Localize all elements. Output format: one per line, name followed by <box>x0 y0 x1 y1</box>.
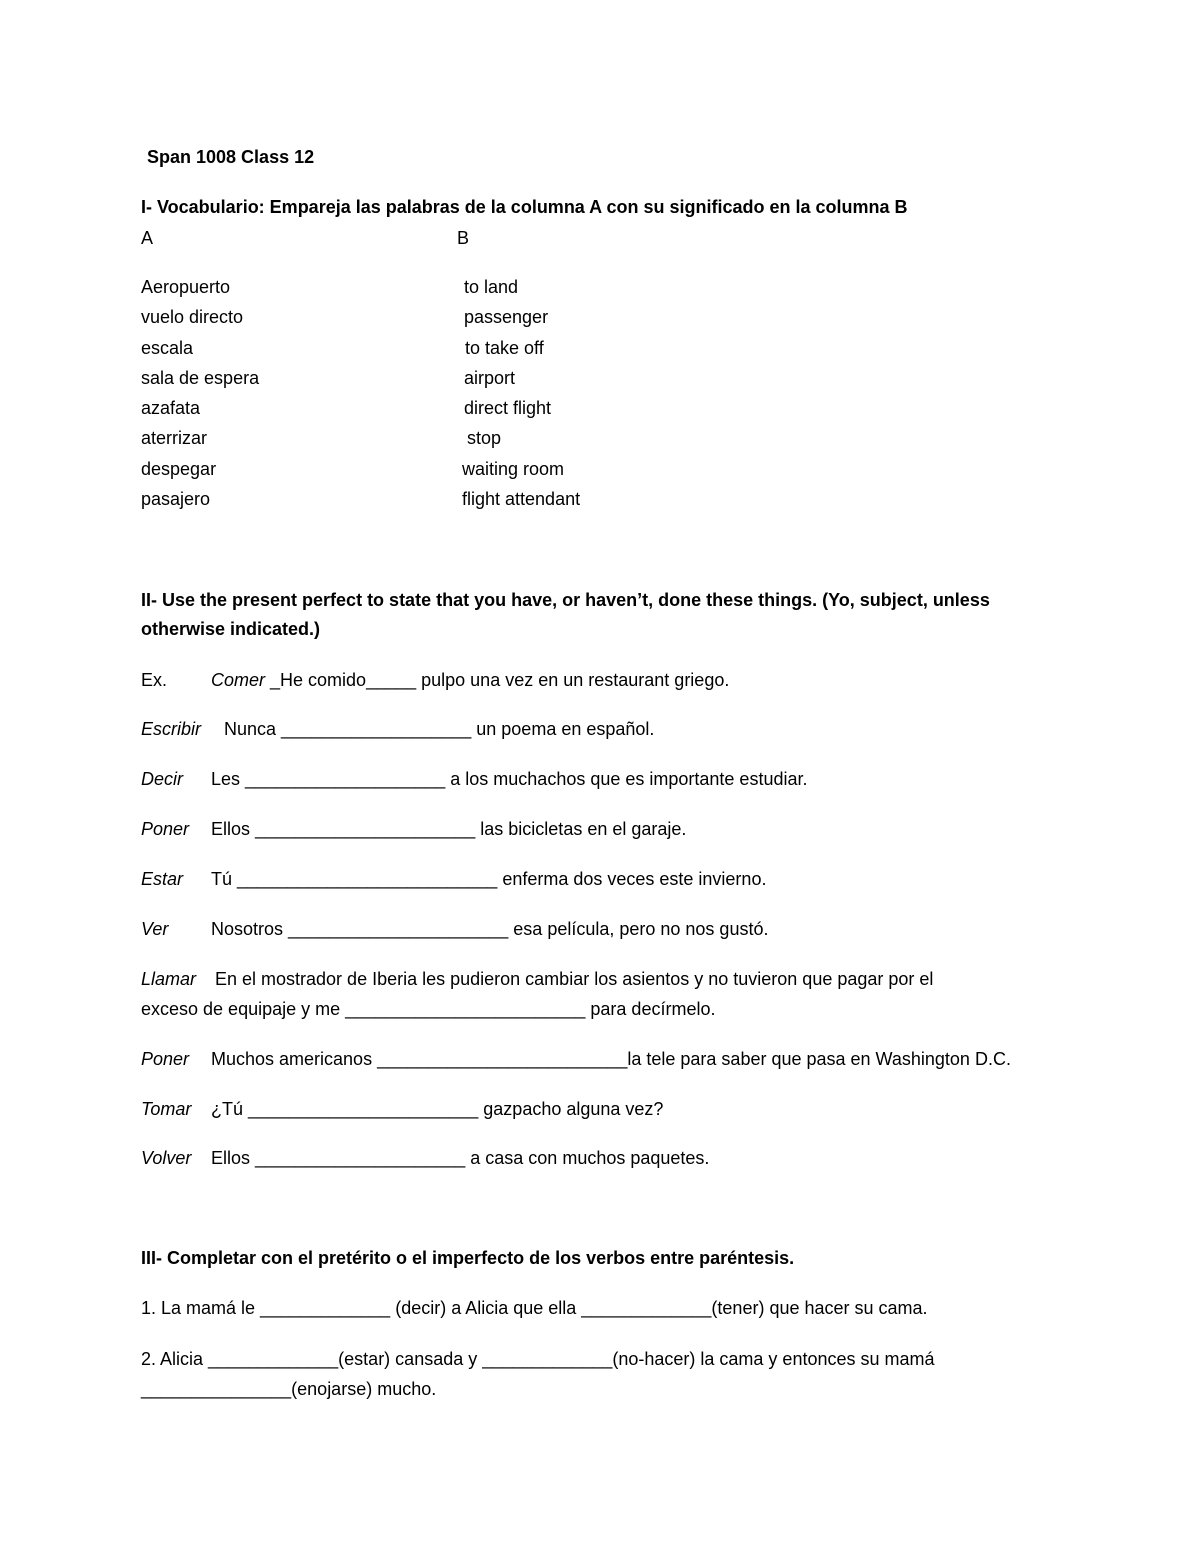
exercise-verb: Ver <box>141 919 169 939</box>
vocab-b-item: to take off <box>465 338 544 358</box>
sentence-start: ¿Tú <box>211 1099 244 1119</box>
vocab-b-item: stop <box>467 428 502 448</box>
section-2-heading-line-1: II- Use the present perfect to state that you have, or haven’t, done these things. (Yo, subject, unless <box>141 590 990 610</box>
sentence-start: Ellos <box>211 1148 251 1168</box>
vocab-b-item: flight attendant <box>462 489 581 509</box>
sentence-start: Les <box>211 769 241 789</box>
answer-blank[interactable]: ________________________ <box>345 999 586 1019</box>
exercise-verb: Llamar <box>141 969 197 989</box>
document-title: Span 1008 Class 12 <box>147 147 315 167</box>
section-3-item-2-line-2: _______________(enojarse) mucho. <box>141 1379 437 1399</box>
sentence-start: Nosotros <box>211 919 284 939</box>
vocab-b-item: waiting room <box>462 459 565 479</box>
answer-blank[interactable]: ___________________ <box>281 719 472 739</box>
vocab-a-item: pasajero <box>141 489 211 509</box>
exercise-sentence <box>211 867 766 891</box>
vocab-a-item: vuelo directo <box>141 307 244 327</box>
exercise-sentence-line-2 <box>141 997 715 1021</box>
sentence-start: Nunca <box>224 719 277 739</box>
sentence-start: Muchos americanos <box>211 1049 373 1069</box>
vocab-b-item: direct flight <box>464 398 552 418</box>
sentence-end: para decírmelo. <box>585 999 716 1019</box>
vocab-b-item: passenger <box>464 307 549 327</box>
exercise-verb: Estar <box>141 869 184 889</box>
exercise-verb: Tomar <box>141 1099 192 1119</box>
example-verb: Comer <box>211 670 266 690</box>
section-3-heading: III- Completar con el pretérito o el imperfecto de los verbos entre paréntesis. <box>141 1248 795 1268</box>
vocab-a-item: escala <box>141 338 194 358</box>
exercise-verb: Escribir <box>141 719 202 739</box>
sentence-end: a los muchachos que es importante estudiar. <box>445 769 808 789</box>
sentence-start: Tú <box>211 869 233 889</box>
sentence-end: la tele para saber que pasa en Washington D.C. <box>627 1049 1011 1069</box>
exercise-sentence <box>211 917 768 941</box>
sentence-end: un poema en español. <box>471 719 655 739</box>
exercise-sentence-line-1: En el mostrador de Iberia les pudieron cambiar los asientos y no tuvieron que pagar por el <box>215 969 934 989</box>
answer-blank[interactable]: _______________________ <box>248 1099 479 1119</box>
sentence-end: esa película, pero no nos gustó. <box>508 919 769 939</box>
exercise-verb: Poner <box>141 819 190 839</box>
answer-blank[interactable]: ____________________ <box>245 769 446 789</box>
sentence-start: Ellos <box>211 819 251 839</box>
column-a-label: A <box>141 228 154 248</box>
section-3-item-1: 1. La mamá le _____________ (decir) a Alicia que ella _____________(tener) que hacer su cama. <box>141 1298 928 1318</box>
section-1-heading: I- Vocabulario: Empareja las palabras de la columna A con su significado en la columna B <box>141 197 908 217</box>
sentence-start: exceso de equipaje y me <box>141 999 346 1019</box>
exercise-sentence <box>211 767 807 791</box>
sentence-end: a casa con muchos paquetes. <box>465 1148 710 1168</box>
sentence-end: gazpacho alguna vez? <box>478 1099 664 1119</box>
answer-blank[interactable]: __________________________ <box>237 869 498 889</box>
example-sentence <box>211 668 729 692</box>
vocab-a-item: sala de espera <box>141 368 260 388</box>
vocab-b-item: to land <box>464 277 519 297</box>
vocab-b-item: airport <box>464 368 516 388</box>
vocab-a-item: aterrizar <box>141 428 208 448</box>
exercise-sentence <box>211 1097 663 1121</box>
vocab-a-item: despegar <box>141 459 217 479</box>
exercise-sentence <box>211 817 686 841</box>
sentence-end: enferma dos veces este invierno. <box>497 869 767 889</box>
column-b-label: B <box>457 228 470 248</box>
example-answer: _He comido_____ <box>265 670 417 690</box>
answer-blank[interactable]: ______________________ <box>255 819 476 839</box>
section-3-item-2-line-1: 2. Alicia _____________(estar) cansada y _____________(no-hacer) la cama y entonces su mamá <box>141 1349 935 1369</box>
exercise-sentence <box>211 1047 1011 1071</box>
sentence-end: las bicicletas en el garaje. <box>475 819 687 839</box>
answer-blank[interactable]: _____________________ <box>255 1148 466 1168</box>
vocab-a-item: Aeropuerto <box>141 277 231 297</box>
exercise-sentence <box>224 717 654 741</box>
exercise-verb: Decir <box>141 769 184 789</box>
vocab-a-item: azafata <box>141 398 201 418</box>
answer-blank[interactable]: ______________________ <box>288 919 509 939</box>
exercise-verb: Volver <box>141 1148 192 1168</box>
answer-blank[interactable]: _________________________ <box>377 1049 628 1069</box>
exercise-sentence <box>211 1146 709 1170</box>
example-label: Ex. <box>141 670 168 690</box>
example-rest: pulpo una vez en un restaurant griego. <box>416 670 730 690</box>
section-2-heading-line-2: otherwise indicated.) <box>141 619 321 639</box>
exercise-verb: Poner <box>141 1049 190 1069</box>
